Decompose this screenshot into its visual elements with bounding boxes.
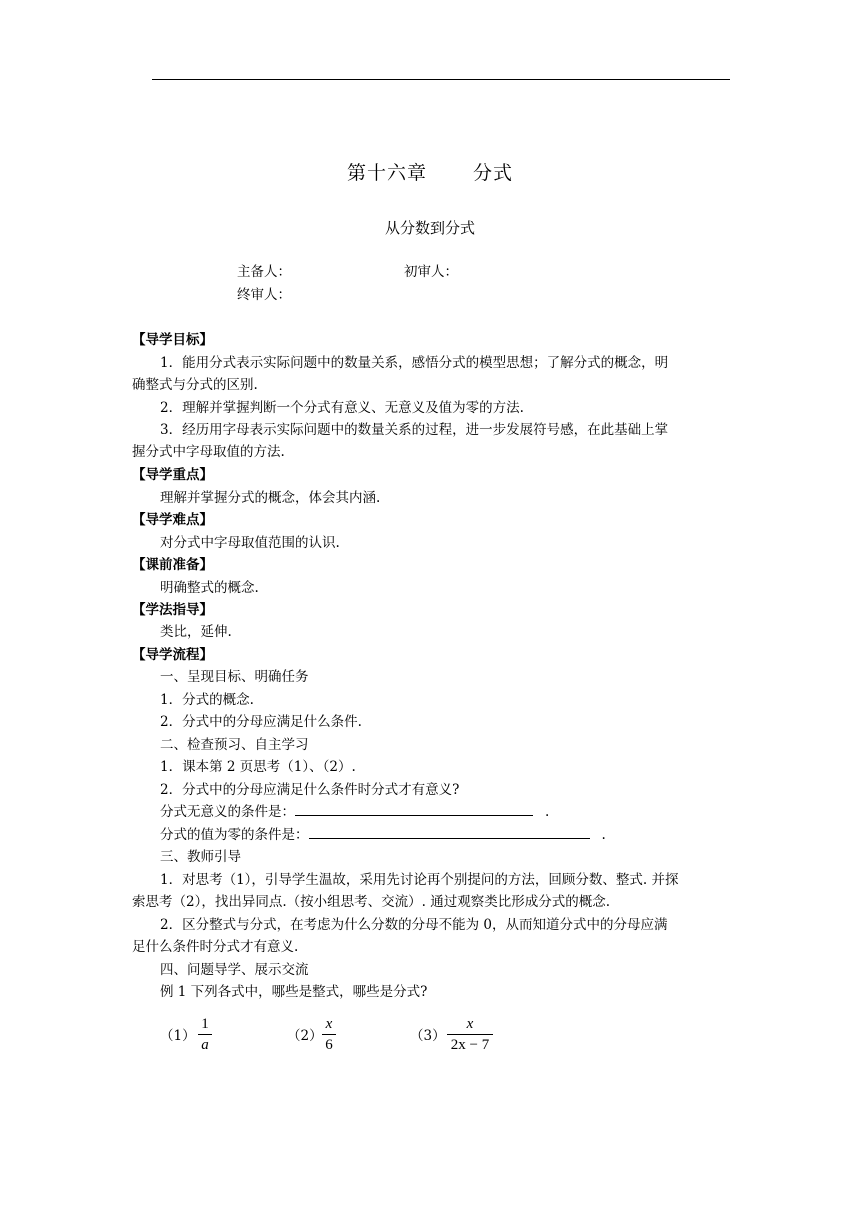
flow-item: 2．分式中的分母应满足什么条件时分式才有意义? <box>160 782 460 798</box>
objective-line: 1．能用分式表示实际问题中的数量关系，感悟分式的模型思想；了解分式的概念，明 <box>160 355 669 371</box>
zero-blank[interactable] <box>309 826 590 839</box>
objective-line: 握分式中字母取值的方法. <box>132 444 285 460</box>
prep-heading: 【课前准备】 <box>132 557 213 573</box>
period: . <box>545 804 550 820</box>
flow-paragraph: 1．对思考（1），引导学生温故，采用先讨论再个别提问的方法，回顾分数、整式. 并探 <box>160 872 679 888</box>
objective-line: 确整式与分式的区别. <box>132 377 258 393</box>
chapter-number: 第十六章 <box>346 162 427 184</box>
flow-section-2: 二、检查预习、自主学习 <box>160 737 309 753</box>
flow-paragraph: 足什么条件时分式才有意义. <box>132 939 299 955</box>
difficulty-heading: 【导学难点】 <box>132 512 213 528</box>
denominator: 2x − 7 <box>450 1037 490 1053</box>
objective-line: 3．经历用字母表示实际问题中的数量关系的过程，进一步发展符号感，在此基础上掌 <box>160 422 669 438</box>
expression-label: （3） <box>410 1028 446 1044</box>
flow-section-1: 一、呈现目标、明确任务 <box>160 669 309 685</box>
numerator: 1 <box>201 1016 209 1032</box>
flow-item: 1．分式的概念. <box>160 692 254 708</box>
objective-line: 2．理解并掌握判断一个分式有意义、无意义及值为零的方法. <box>160 400 524 416</box>
difficulty-text: 对分式中字母取值范围的认识. <box>160 535 340 551</box>
flow-section-3: 三、教师引导 <box>160 849 241 865</box>
denominator: a <box>201 1037 209 1053</box>
zero-label: 分式的值为零的条件是： <box>160 827 309 843</box>
expression-label: （1） <box>160 1028 196 1044</box>
meaningless-label: 分式无意义的条件是： <box>160 804 295 820</box>
fraction-2 <box>322 1015 336 1054</box>
example-1: 例 1 下列各式中，哪些是整式，哪些是分式? <box>160 984 428 1000</box>
meaningless-blank[interactable] <box>295 803 533 816</box>
chapter-title <box>0 158 860 185</box>
method-text: 类比，延伸. <box>160 624 232 640</box>
fraction-3 <box>447 1015 493 1054</box>
fraction-1 <box>198 1015 212 1054</box>
lesson-title: 从分数到分式 <box>384 219 475 237</box>
flow-item: 1．课本第 2 页思考（1）、（2）. <box>160 759 356 775</box>
period: . <box>601 827 606 843</box>
objectives-heading: 【导学目标】 <box>132 332 213 348</box>
final-reviewer-label: 终审人： <box>237 287 291 303</box>
method-heading: 【学法指导】 <box>132 602 213 618</box>
flow-paragraph: 2．区分整式与分式，在考虑为什么分数的分母不能为 0，从而知道分式中的分母应满 <box>160 917 668 933</box>
header-rule <box>152 79 730 80</box>
chapter-name: 分式 <box>473 162 514 184</box>
numerator: x <box>466 1016 474 1032</box>
key-text: 理解并掌握分式的概念，体会其内涵. <box>160 490 381 506</box>
flow-section-4: 四、问题导学、展示交流 <box>160 962 309 978</box>
expression-label: （2） <box>287 1028 323 1044</box>
numerator: x <box>325 1016 333 1032</box>
zero-condition <box>160 825 606 845</box>
key-heading: 【导学重点】 <box>132 467 213 483</box>
flow-heading: 【导学流程】 <box>132 647 213 663</box>
flow-item: 2．分式中的分母应满足什么条件. <box>160 714 362 730</box>
meaningless-condition <box>160 802 549 822</box>
denominator: 6 <box>325 1037 333 1053</box>
preparer-label: 主备人： <box>237 264 291 280</box>
first-reviewer-label: 初审人： <box>404 264 458 280</box>
flow-paragraph: 索思考（2），找出异同点.（按小组思考、交流）. 通过观察类比形成分式的概念. <box>132 894 611 910</box>
prep-text: 明确整式的概念. <box>160 580 259 596</box>
